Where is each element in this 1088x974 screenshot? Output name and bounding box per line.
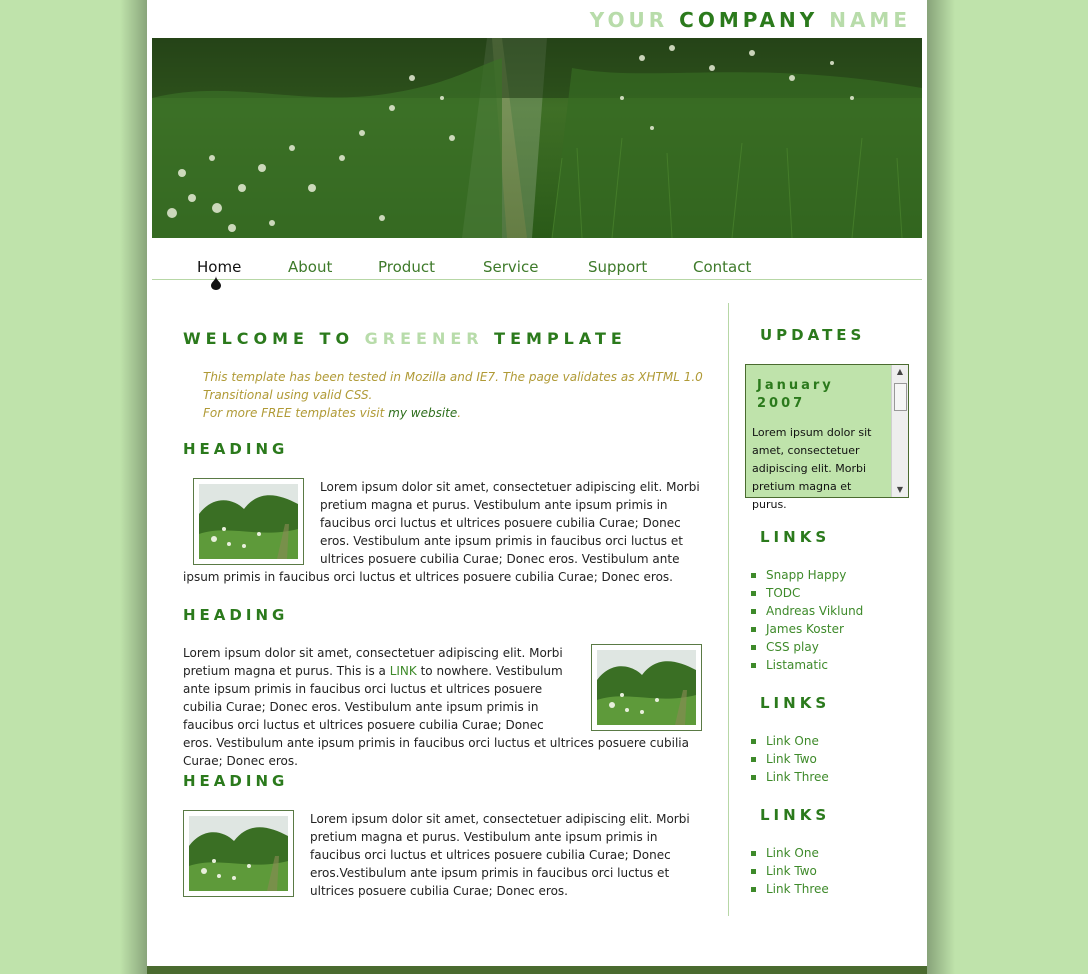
nav-about[interactable]: About [288, 258, 333, 276]
page-title-part-2: GREENER [364, 329, 484, 348]
section-heading-3: HEADING [183, 772, 289, 790]
links-list-3 [751, 844, 829, 898]
section-2-text-before-link: Lorem ipsum dolor sit amet, consectetuer adipiscing elit. Morbi pretium magna et purus. This is a [183, 646, 563, 678]
main-navigation [152, 238, 922, 280]
section-3-text [183, 810, 707, 900]
page-shadow-right [927, 0, 955, 974]
scrollbar-thumb[interactable] [894, 383, 907, 411]
link-snapp-happy[interactable]: Snapp Happy [751, 566, 863, 584]
page-title-part-1: WELCOME TO [183, 329, 355, 348]
links-title-3: LINKS [760, 806, 831, 824]
logo-word-3: NAME [829, 8, 911, 32]
section-heading-2: HEADING [183, 606, 289, 624]
logo-word-1: YOUR [589, 8, 669, 32]
section-2-text [183, 644, 707, 770]
links-title-1: LINKS [760, 528, 831, 546]
update-month: January 2007 [757, 378, 834, 411]
link-css-play[interactable]: CSS play [751, 638, 863, 656]
column-divider [728, 303, 729, 916]
link-james-koster[interactable]: James Koster [751, 620, 863, 638]
links-title-2: LINKS [760, 694, 831, 712]
link-andreas-viklund[interactable]: Andreas Viklund [751, 602, 863, 620]
updates-scrollbar[interactable] [891, 365, 908, 497]
link-two[interactable]: Link Two [751, 750, 829, 768]
page-title-part-3: TEMPLATE [494, 329, 627, 348]
nav-service[interactable]: Service [483, 258, 539, 276]
updates-title: UPDATES [760, 326, 866, 344]
float-spacer [183, 810, 310, 900]
section-1-text [183, 478, 707, 586]
updates-box[interactable] [745, 364, 909, 511]
link-three[interactable]: Link Three [751, 880, 829, 898]
intro-line-1: This template has been tested in Mozilla and IE7. The page validates as XHTML 1.0 Transitional using valid CSS. [203, 370, 703, 402]
header-banner-image [152, 38, 922, 238]
section-2-text-after-link: to nowhere. Vestibulum ante ipsum primis in faucibus orci luctus et ultrices posuere cubilia Curae; Donec eros. Vestibulum ante ipsum primis in faucibus orci luctus et ultrices posuere cubilia Curae; Donec eros. Vestibulum ante ipsum primis in faucibus orci luctus et ultrices posuere cubilia Curae; Donec eros. [183, 664, 689, 768]
page-shadow-left [120, 0, 148, 974]
link-listamatic[interactable]: Listamatic [751, 656, 863, 674]
intro-line-2-prefix: For more FREE templates visit [203, 406, 389, 420]
link-three[interactable]: Link Three [751, 768, 829, 786]
links-list-1 [751, 566, 863, 674]
intro-text [203, 368, 703, 422]
section-1-paragraph: Lorem ipsum dolor sit amet, consectetuer adipiscing elit. Morbi pretium magna et purus. Vestibulum ante ipsum primis in faucibus orci luctus et ultrices posuere cubilia Curae; Donec eros. Vestibulum ante ipsum primis in faucibus orci luctus et ultrices posuere cubilia Curae; Donec eros. Vestibulum ante ipsum primis in faucibus orci luctus et ultrices posuere cubilia Curae; Donec eros. [183, 480, 700, 584]
nav-home[interactable]: Home [197, 258, 242, 276]
nav-product[interactable]: Product [378, 258, 435, 276]
logo-word-2: COMPANY [679, 8, 819, 32]
update-text: Lorem ipsum dolor sit amet, consectetuer adipiscing elit. Morbi pretium magna et purus. [752, 426, 872, 511]
link-one[interactable]: Link One [751, 844, 829, 862]
scroll-down-arrow-icon[interactable]: ▼ [896, 485, 904, 494]
my-website-link[interactable]: my website [388, 406, 458, 420]
footer-bar [147, 966, 927, 974]
link-todc[interactable]: TODC [751, 584, 863, 602]
float-spacer [183, 478, 320, 568]
links-list-2 [751, 732, 829, 786]
page-container [147, 0, 927, 974]
float-spacer [569, 644, 707, 734]
nav-contact[interactable]: Contact [693, 258, 752, 276]
page-title [183, 329, 627, 348]
section-3-paragraph: Lorem ipsum dolor sit amet, consectetuer adipiscing elit. Morbi pretium magna et purus. Vestibulum ante ipsum primis in faucibus orci luctus et ultrices posuere cubilia Curae; Donec eros.Vestibulum ante ipsum primis in faucibus orci luctus et ultrices posuere cubilia Curae; Donec eros. [310, 812, 690, 898]
nowhere-link[interactable]: LINK [389, 664, 417, 678]
link-one[interactable]: Link One [751, 732, 829, 750]
active-nav-indicator-icon [210, 276, 222, 290]
intro-line-2-suffix: . [457, 406, 462, 420]
link-two[interactable]: Link Two [751, 862, 829, 880]
company-logo[interactable] [590, 8, 911, 32]
scroll-up-arrow-icon[interactable]: ▲ [896, 367, 904, 376]
section-heading-1: HEADING [183, 440, 289, 458]
nav-support[interactable]: Support [588, 258, 648, 276]
